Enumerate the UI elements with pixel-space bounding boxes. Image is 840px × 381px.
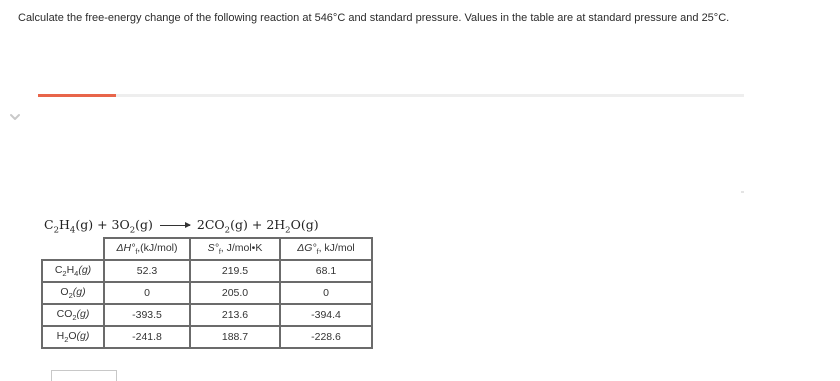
table-row xyxy=(42,326,372,348)
enthalpy-cell: 0 xyxy=(104,282,190,304)
product-co2: $2CO_2(g)$ xyxy=(196,217,248,236)
gibbs-cell: -228.6 xyxy=(280,326,372,348)
chevron-down-icon[interactable] xyxy=(9,110,21,122)
table-row xyxy=(42,260,372,282)
plus-sign: + xyxy=(251,217,263,232)
enthalpy-cell: -393.5 xyxy=(104,304,190,326)
plus-sign: + xyxy=(97,217,108,232)
gibbs-cell: 68.1 xyxy=(280,260,372,282)
header-gibbs: $\Delta G^\circ_f$, kJ/mol xyxy=(280,238,372,260)
table-header-blank xyxy=(42,238,104,260)
header-enthalpy: $\Delta H^\circ_f,(kJ/mol)$ xyxy=(104,238,190,260)
divider-mark xyxy=(741,191,744,193)
species-cell: $H_2O(g)$ xyxy=(42,326,104,348)
answer-input[interactable] xyxy=(51,370,117,381)
header-entropy: $S^\circ_f$, J/mol•K xyxy=(190,238,280,260)
table-row xyxy=(42,304,372,326)
reaction-equation xyxy=(44,217,319,236)
table-header-row xyxy=(42,238,372,260)
reaction-arrow-icon xyxy=(160,225,190,226)
progress-bar-fill xyxy=(38,94,116,97)
species-cell: $O_2(g)$ xyxy=(42,282,104,304)
product-h2o: $2H_2O(g)$ xyxy=(266,217,319,236)
gibbs-cell: -394.4 xyxy=(280,304,372,326)
reactant-c2h4: $C_2H_4(g)$ xyxy=(44,217,94,236)
enthalpy-cell: 52.3 xyxy=(104,260,190,282)
entropy-cell: 188.7 xyxy=(190,326,280,348)
species-cell: $C_2H_4(g)$ xyxy=(42,260,104,282)
entropy-cell: 219.5 xyxy=(190,260,280,282)
question-prompt: Calculate the free-energy change of the following reaction at 546°C and standard pressure. Values in the table are at standard pressure and 25°C. xyxy=(18,12,730,24)
entropy-cell: 213.6 xyxy=(190,304,280,326)
gibbs-cell: 0 xyxy=(280,282,372,304)
enthalpy-cell: -241.8 xyxy=(104,326,190,348)
thermo-data-table xyxy=(41,237,373,349)
progress-track xyxy=(38,94,744,97)
entropy-cell: 205.0 xyxy=(190,282,280,304)
reactant-o2: $3O_2(g)$ xyxy=(111,217,153,236)
species-cell: $CO_2(g)$ xyxy=(42,304,104,326)
table-row xyxy=(42,282,372,304)
